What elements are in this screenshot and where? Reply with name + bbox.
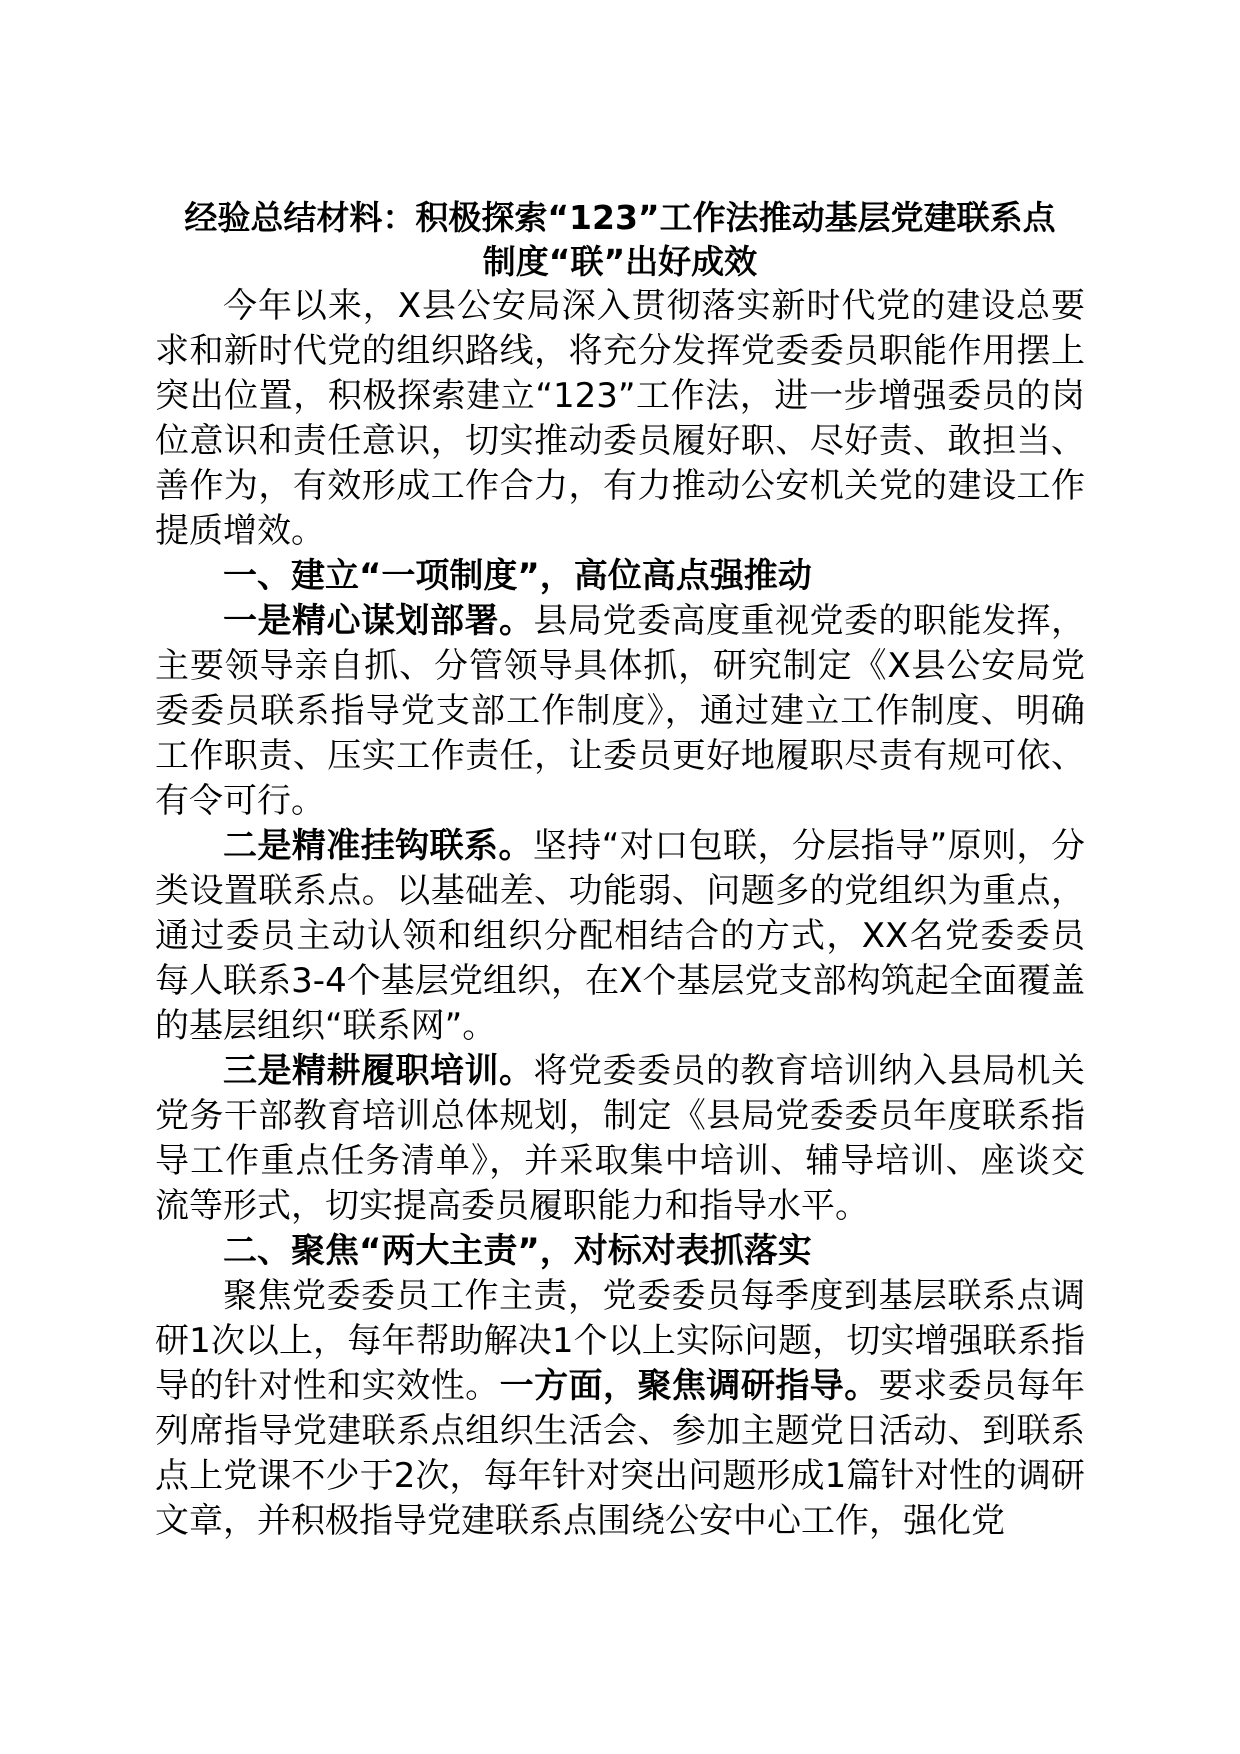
title-line-1: 经验总结材料：积极探索“123”工作法推动基层党建联系点 <box>184 198 1056 237</box>
document-title <box>155 196 1085 284</box>
paragraph-body: 坚持“对口包联，分层指导”原则，分类设置联系点。以基础差、功能弱、问题多的党组织为重点，通过委员主动认领和组织分配相结合的方式，XX名党委委员每人联系3-4个基层党组织，在X个基层党支部构筑起全面覆盖的基层组织“联系网”。 <box>155 826 1085 1046</box>
section-2-heading: 二、聚焦“两大主责”，对标对表抓落实 <box>223 1231 812 1271</box>
section-1-paragraph-3 <box>155 1049 1085 1229</box>
paragraph-body: 要求委员每年列席指导党建联系点组织生活会、参加主题党日活动、到联系点上党课不少于2次，每年针对突出问题形成1篇针对性的调研文章，并积极指导党建联系点围绕公安中心工作，强化党 <box>155 1366 1086 1541</box>
section-1-paragraph-2 <box>155 824 1085 1049</box>
paragraph-lead: 二是精准挂钩联系。 <box>223 826 533 866</box>
paragraph-body: 县局党委高度重视党委的职能发挥，主要领导亲自抓、分管领导具体抓，研究制定《X县公安局党委委员联系指导党支部工作制度》，通过建立工作制度、明确工作职责、压实工作责任，让委员更好地履职尽责有规可依、有令可行。 <box>155 601 1085 821</box>
section-1-paragraph-1 <box>155 599 1085 824</box>
paragraph-lead: 一方面，聚焦调研指导。 <box>499 1366 879 1406</box>
title-line-2: 制度“联”出好成效 <box>482 242 758 281</box>
paragraph-lead: 一是精心谋划部署。 <box>223 601 534 641</box>
document-body <box>155 196 1085 1544</box>
section-1-heading: 一、建立“一项制度”，高位高点强推动 <box>223 556 812 596</box>
paragraph-body: 聚焦党委委员工作主责，党委委员每季度到基层联系点调研1次以上，每年帮助解决1个以上实际问题，切实增强联系指导的针对性和实效性。 <box>155 1276 1085 1406</box>
paragraph-body: 将党委委员的教育培训纳入县局机关党务干部教育培训总体规划，制定《县局党委委员年度联系指导工作重点任务清单》，并采取集中培训、辅导培训、座谈交流等形式，切实提高委员履职能力和指导水平。 <box>155 1051 1085 1226</box>
section-2-paragraph-1 <box>155 1274 1085 1544</box>
intro-paragraph: 今年以来，X县公安局深入贯彻落实新时代党的建设总要求和新时代党的组织路线，将充分发挥党委委员职能作用摆上突出位置，积极探索建立“123”工作法，进一步增强委员的岗位意识和责任意识，切实推动委员履好职、尽好责、敢担当、善作为，有效形成工作合力，有力推动公安机关党的建设工作提质增效。 <box>155 286 1085 551</box>
paragraph-lead: 三是精耕履职培训。 <box>223 1051 534 1091</box>
